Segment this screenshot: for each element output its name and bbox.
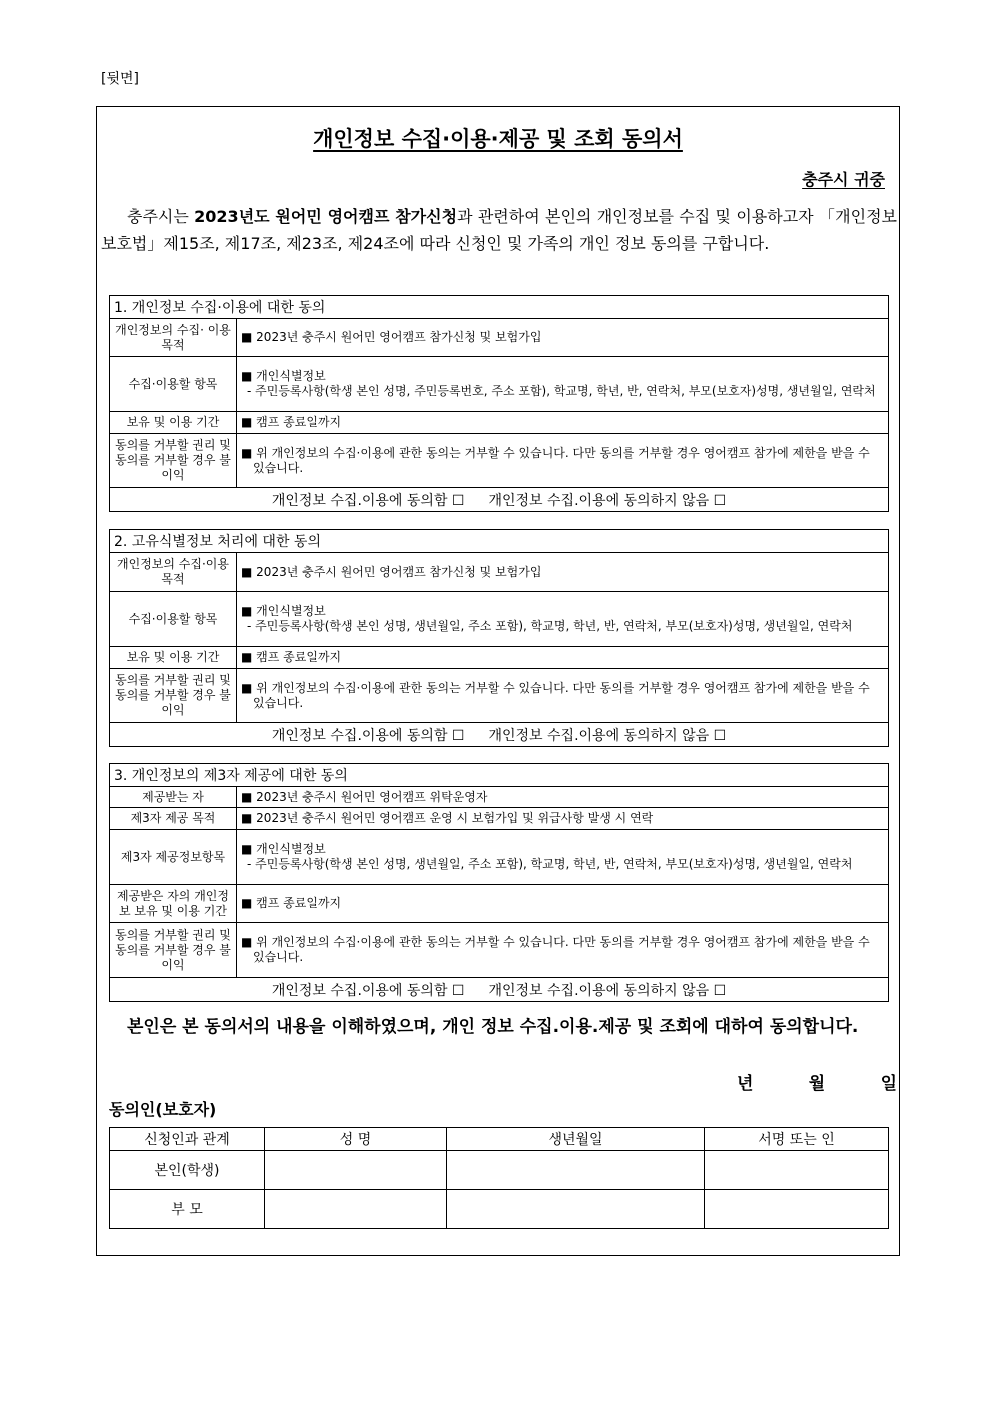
row-value: ■ 위 개인정보의 수집·이용에 관한 동의는 거부할 수 있습니다. 다만 동의를 거부할 경우 영어캠프 참가에 제한을 받을 수 있습니다. (237, 923, 889, 978)
section-title: 1. 개인정보 수집·이용에 대한 동의 (110, 296, 889, 319)
disagree-checkbox[interactable]: 개인정보 수집.이용에 동의하지 않음 ☐ (488, 492, 727, 509)
row-label: 개인정보의 수집·이용목적 (110, 553, 237, 592)
intro-program-name: 2023년도 원어민 영어캠프 참가신청 (194, 207, 458, 226)
header-birthdate: 생년월일 (447, 1128, 705, 1151)
row-label: 동의를 거부할 권리 및 동의를 거부할 경우 불이익 (110, 434, 237, 488)
year-label: 년 (737, 1074, 754, 1094)
agree-checkbox[interactable]: 개인정보 수집.이용에 동의함 ☐ (271, 492, 465, 509)
birthdate-cell[interactable] (447, 1151, 705, 1190)
header-signature: 서명 또는 인 (705, 1128, 889, 1151)
row-value: ■ 개인식별정보 - 주민등록사항(학생 본인 성명, 주민등록번호, 주소 포함), 학교명, 학년, 반, 연락처, 부모(보호자)성명, 생년월일, 연락처 (237, 357, 889, 412)
intro-paragraph: 충주시는 2023년도 원어민 영어캠프 참가신청과 관련하여 본인의 개인정보를 수집 및 이용하고자 「개인정보 보호법」제15조, 제17조, 제23조, 제24조에 따라 신청인 및 가족의 개인 정보 동의를 구합니다. (101, 207, 897, 253)
consent-form (96, 106, 900, 1256)
signature-table (109, 1127, 889, 1229)
name-cell[interactable] (265, 1151, 447, 1190)
disagree-checkbox[interactable]: 개인정보 수집.이용에 동의하지 않음 ☐ (488, 727, 727, 744)
signer-label: 동의인(보호자) (109, 1100, 217, 1119)
row-label: 수집·이용할 항목 (110, 357, 237, 412)
issuer: 충주시 귀중 (802, 170, 885, 189)
disagree-checkbox[interactable]: 개인정보 수집.이용에 동의하지 않음 ☐ (488, 982, 727, 999)
name-cell[interactable] (265, 1190, 447, 1229)
section-title: 3. 개인정보의 제3자 제공에 대한 동의 (110, 764, 889, 787)
agreement-checkbox-row (110, 488, 889, 512)
page-side-tag: [뒷면] (101, 71, 139, 87)
agree-checkbox[interactable]: 개인정보 수집.이용에 동의함 ☐ (271, 727, 465, 744)
section-title: 2. 고유식별정보 처리에 대한 동의 (110, 530, 889, 553)
date-line (737, 1069, 897, 1094)
section-1-collection-consent (109, 295, 889, 512)
row-value: ■ 위 개인정보의 수집·이용에 관한 동의는 거부할 수 있습니다. 다만 동의를 거부할 경우 영어캠프 참가에 제한을 받을 수 있습니다. (237, 434, 889, 488)
row-label: 제3자 제공 목적 (110, 808, 237, 830)
agreement-checkbox-row (110, 978, 889, 1002)
row-value: ■ 2023년 충주시 원어민 영어캠프 참가신청 및 보험가입 (237, 319, 889, 357)
agreement-checkbox-row (110, 723, 889, 747)
header-name: 성 명 (265, 1128, 447, 1151)
row-label: 제공받는 자 (110, 787, 237, 808)
month-label: 월 (808, 1074, 826, 1094)
row-label: 제공받은 자의 개인정보 보유 및 이용 기간 (110, 885, 237, 923)
row-label: 동의를 거부할 권리 및 동의를 거부할 경우 불이익 (110, 923, 237, 978)
row-label: 보유 및 이용 기간 (110, 647, 237, 669)
relation-student: 본인(학생) (110, 1151, 265, 1190)
header-relation: 신청인과 관계 (110, 1128, 265, 1151)
section-2-unique-id-consent (109, 529, 889, 747)
row-label: 수집·이용할 항목 (110, 592, 237, 647)
relation-parent: 부 모 (110, 1190, 265, 1229)
signature-cell[interactable] (705, 1151, 889, 1190)
row-label: 동의를 거부할 권리 및 동의를 거부할 경우 불이익 (110, 669, 237, 723)
row-value: ■ 캠프 종료일까지 (237, 412, 889, 434)
row-value: ■ 개인식별정보 - 주민등록사항(학생 본인 성명, 생년월일, 주소 포함), 학교명, 학년, 반, 연락처, 부모(보호자)성명, 생년월일, 연락처 (237, 592, 889, 647)
section-3-third-party-consent (109, 763, 889, 1002)
row-value: ■ 캠프 종료일까지 (237, 647, 889, 669)
birthdate-cell[interactable] (447, 1190, 705, 1229)
row-value: ■ 캠프 종료일까지 (237, 885, 889, 923)
row-value: ■ 위 개인정보의 수집·이용에 관한 동의는 거부할 수 있습니다. 다만 동의를 거부할 경우 영어캠프 참가에 제한을 받을 수 있습니다. (237, 669, 889, 723)
row-label: 보유 및 이용 기간 (110, 412, 237, 434)
row-value: ■ 2023년 충주시 원어민 영어캠프 운영 시 보험가입 및 위급사항 발생 시 연락 (237, 808, 889, 830)
signature-cell[interactable] (705, 1190, 889, 1229)
row-value: ■ 2023년 충주시 원어민 영어캠프 위탁운영자 (237, 787, 889, 808)
row-value: ■ 2023년 충주시 원어민 영어캠프 참가신청 및 보험가입 (237, 553, 889, 592)
closing-statement: 본인은 본 동의서의 내용을 이해하였으며, 개인 정보 수집.이용.제공 및 조회에 대하여 동의합니다. (127, 1017, 859, 1037)
row-label: 개인정보의 수집· 이용목적 (110, 319, 237, 357)
row-label: 제3자 제공정보항목 (110, 830, 237, 885)
day-label: 일 (880, 1074, 897, 1094)
agree-checkbox[interactable]: 개인정보 수집.이용에 동의함 ☐ (271, 982, 465, 999)
row-value: ■ 개인식별정보 - 주민등록사항(학생 본인 성명, 생년월일, 주소 포함), 학교명, 학년, 반, 연락처, 부모(보호자)성명, 생년월일, 연락처 (237, 830, 889, 885)
document-title: 개인정보 수집·이용·제공 및 조회 동의서 (313, 127, 683, 151)
